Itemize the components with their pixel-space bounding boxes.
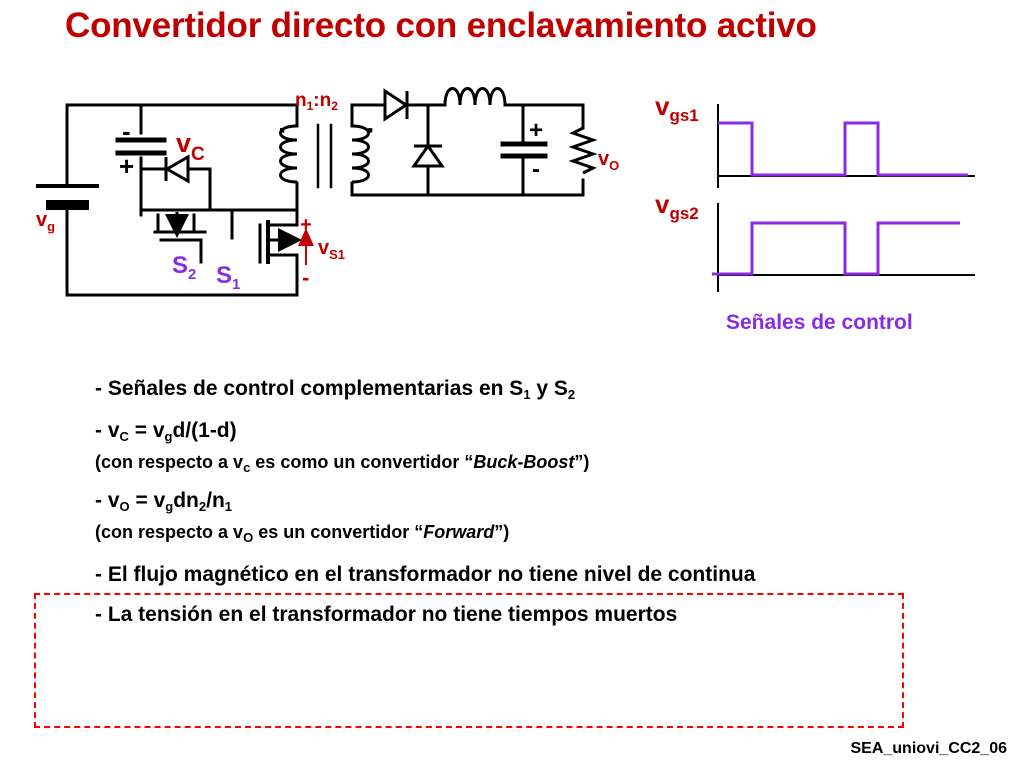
diode-series — [385, 91, 407, 119]
vs1-label: $v_{S1}$ — [318, 237, 346, 262]
cap-o-minus: - — [532, 156, 540, 183]
waveform-vgs2 — [712, 203, 975, 292]
cap-c-plus: + — [119, 151, 135, 181]
diode-s2 — [166, 157, 188, 181]
bullet-vc-note: (con respecto a $v_c$ es como un convertidor “Buck-Boost”) — [95, 452, 590, 475]
bullet-transformer-voltage: - La tensión en el transformador no tiene tiempos muertos — [95, 603, 678, 626]
bullet-list — [95, 376, 915, 628]
cap-c-minus: - — [122, 116, 131, 146]
vgs1-trace — [718, 123, 968, 175]
turns-ratio-label: $n_1:n_2$ — [295, 90, 338, 113]
load-resistor — [573, 128, 593, 173]
vc-label: $v_C$ — [176, 128, 205, 165]
dot-secondary: · — [366, 114, 376, 147]
diode-freewheel — [414, 146, 442, 166]
vs1-minus: - — [302, 265, 310, 290]
vgs2-label: $v_{gs2}$ — [655, 189, 699, 223]
vgs2-trace — [712, 223, 960, 274]
s1-label: $S_1$ — [216, 262, 241, 293]
wire-secondary-bottom — [352, 183, 583, 195]
waveform-vgs1 — [718, 104, 975, 188]
bullet-vc-equation: - $v_C = v_gd/(1-d)$ — [95, 419, 237, 444]
cap-o-plus: + — [529, 117, 544, 144]
wire-s2 — [141, 210, 232, 238]
dot-primary: · — [278, 114, 288, 147]
highlight-dashed-box — [34, 593, 904, 728]
bullet-vo-note: (con respecto a $v_O$ es un convertidor “Forward”) — [95, 522, 510, 545]
wire-inductor-out — [505, 105, 583, 195]
footer-code: SEA_uniovi_CC2_06 — [850, 740, 1007, 757]
bullet-magnetic-flux: - El flujo magnético en el transformador no tiene nivel de continua — [95, 563, 756, 586]
s2-label: $S_2$ — [172, 252, 197, 283]
bullet-vo-equation: - $v_O = v_gdn_2/n_1$ — [95, 489, 233, 514]
waveforms-caption: Señales de control — [726, 311, 913, 334]
vo-label: $v_O$ — [598, 148, 620, 173]
page-title: Convertidor directo con enclavamiento activo — [65, 6, 817, 45]
bullet-control-signals: - Señales de control complementarias en $S_1$ y $S_2$ — [95, 377, 576, 402]
output-inductor — [445, 89, 505, 106]
vgs1-label: $v_{gs1}$ — [655, 91, 699, 125]
vs1-plus: + — [300, 214, 312, 236]
vg-label: $v_g$ — [36, 209, 56, 234]
wire-s1 — [280, 210, 297, 295]
circuit-schematic — [38, 105, 583, 295]
